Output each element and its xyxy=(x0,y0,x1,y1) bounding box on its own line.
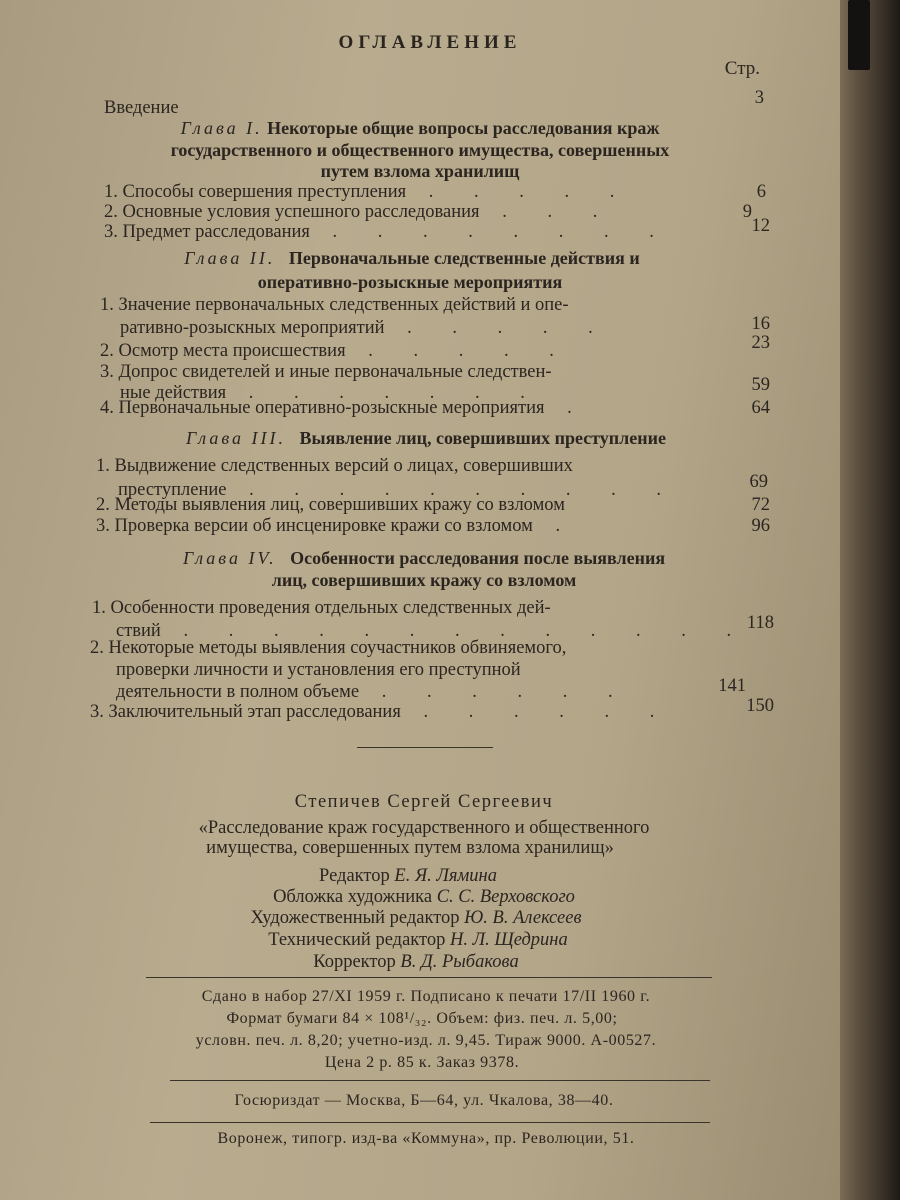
credit-name: В. Д. Рыбакова xyxy=(400,952,519,972)
credit-name: Н. Л. Щедрина xyxy=(450,930,568,950)
imprint-rule-middle xyxy=(170,1080,710,1081)
toc-entry: ствий . . . . . . . . . . . . . 118 xyxy=(116,613,774,641)
toc-entry xyxy=(100,362,770,382)
chapter-heading-4 xyxy=(0,548,840,569)
toc-entry-page: 64 xyxy=(751,398,770,418)
toc-entry-text: Основные условия успешного расследования xyxy=(122,202,480,222)
toc-entry xyxy=(90,638,774,658)
toc-entry-number: 2. xyxy=(96,495,110,515)
toc-entry: 1. Способы совершения преступления . . . . . 6 xyxy=(104,182,766,202)
toc-entry-text: Допрос свидетелей и иные первоначальные следствен- xyxy=(118,362,552,382)
credit-name: Ю. В. Алексеев xyxy=(464,908,582,928)
book-spine xyxy=(840,0,900,1200)
toc-entry: 3. Проверка версии об инсценировке кражи со взломом . 96 xyxy=(96,516,770,536)
credit-name: Е. Я. Лямина xyxy=(394,866,497,886)
separator-line xyxy=(357,747,493,748)
toc-entry-text: Заключительный этап расследования xyxy=(108,702,401,722)
toc-entry-page: 23 xyxy=(751,333,770,353)
credit-proofreader xyxy=(0,952,840,973)
publisher-line: Госюриздат — Москва, Б—64, ул. Чкалова, 38—40. xyxy=(234,1092,614,1109)
toc-entry-page: 9 xyxy=(742,202,752,222)
toc-entry-number: 2. xyxy=(90,638,104,658)
print-info-line: Сдано в набор 27/XI 1959 г. Подписано к печати 17/II 1960 г. xyxy=(201,988,651,1005)
toc-entry-page: 12 xyxy=(751,216,770,236)
chapter-label: Глава III. xyxy=(186,428,287,448)
toc-entry-page: 6 xyxy=(756,182,766,202)
toc-entry-text: Выдвижение следственных версий о лицах, совершивших xyxy=(114,456,573,476)
chapter-heading-2 xyxy=(0,248,840,269)
imprint-rule-top xyxy=(146,977,712,978)
toc-entry-text: Способы совершения преступления xyxy=(122,182,407,202)
toc-entry-page: 150 xyxy=(746,696,774,716)
toc-entry-page: 72 xyxy=(751,495,770,515)
chapter-heading-1 xyxy=(0,118,840,139)
toc-entry xyxy=(90,660,774,680)
toc-entry-number: 1. xyxy=(96,456,110,476)
toc-entry-number: 3. xyxy=(90,702,104,722)
chapter-title-line: Особенности расследования после выявления xyxy=(290,548,666,568)
credit-cover xyxy=(0,887,840,908)
toc-entry-text: ративно-розыскных мероприятий xyxy=(120,318,385,338)
chapter-title-line: Выявление лиц, совершивших преступление xyxy=(299,428,666,448)
chapter-title-line: государственного и общественного имущества, совершенных xyxy=(170,140,670,160)
chapter-title-line: лиц, совершивших кражу со взломом xyxy=(271,570,577,590)
book-title-line: имущества, совершенных путем взлома хранилищ» xyxy=(206,838,614,858)
toc-entry-text: Первоначальные оперативно-розыскные мероприятия xyxy=(118,398,545,418)
toc-entry-text: Особенности проведения отдельных следственных дей- xyxy=(110,598,551,618)
credit-label: Художественный редактор xyxy=(250,908,460,928)
credit-editor xyxy=(0,866,838,887)
toc-entry-text: Значение первоначальных следственных действий и опе- xyxy=(118,295,569,315)
credit-label: Технический редактор xyxy=(268,930,446,950)
toc-entry: ные действия . . . . . . . 59 xyxy=(120,375,770,403)
toc-entry-text: Проверка версии об инсценировке кражи со взломом xyxy=(114,516,533,536)
toc-entry xyxy=(100,295,770,315)
toc-entry-page: 3 xyxy=(754,88,764,108)
toc-entry: 3. Предмет расследования . . . . . . . . 12 xyxy=(104,216,770,242)
chapter-label: Глава I. xyxy=(180,118,263,138)
credit-label: Редактор xyxy=(319,866,390,886)
chapter-label: Глава II. xyxy=(184,248,276,268)
toc-entry-number: 3. xyxy=(104,222,118,242)
toc-entry-text: Методы выявления лиц, совершивших кражу со взломом xyxy=(114,495,565,515)
toc-entry-text: ные действия xyxy=(120,383,227,403)
print-info-line: Формат бумаги 84 × 108¹/₃₂. Объем: физ. печ. л. 5,00; xyxy=(226,1010,618,1027)
toc-entry-text: преступление xyxy=(118,480,227,500)
toc-entry-number: 3. xyxy=(100,362,114,382)
toc-entry: 4. Первоначальные оперативно-розыскные мероприятия . 64 xyxy=(100,398,770,418)
toc-entry-number: 1. xyxy=(92,598,106,618)
chapter-title-line: оперативно-розыскные мероприятия xyxy=(257,272,563,292)
imprint-rule-bottom xyxy=(150,1122,710,1123)
print-info-line: условн. печ. л. 8,20; учетно-изд. л. 9,45. Тираж 9000. А-00527. xyxy=(195,1032,657,1049)
toc-entry-page: 69 xyxy=(749,472,768,492)
toc-entry-text: Некоторые методы выявления соучастников обвиняемого, xyxy=(108,638,567,658)
credit-name: С. С. Верховского xyxy=(436,887,575,907)
toc-entry: преступление . . . . . . . . . . 69 xyxy=(118,472,768,500)
toc-entry: 2. Осмотр места происшествия . . . . . 23 xyxy=(100,333,770,361)
toc-entry-number: 2. xyxy=(100,341,114,361)
toc-entry-page: 16 xyxy=(751,314,770,334)
toc-entry xyxy=(96,456,768,476)
toc-entry: деятельности в полном объеме . . . . . . 141 xyxy=(116,676,746,702)
toc-entry: ративно-розыскных мероприятий . . . . . 16 xyxy=(120,314,770,338)
toc-entry-intro xyxy=(104,88,764,118)
toc-entry-text: Предмет расследования xyxy=(122,222,310,242)
credit-label: Корректор xyxy=(313,952,396,972)
toc-entry-page: 118 xyxy=(746,613,774,633)
toc-entry xyxy=(92,598,774,618)
chapter-title-line: Первоначальные следственные действия и xyxy=(288,248,640,268)
toc-entry-text: деятельности в полном объеме xyxy=(116,682,360,702)
toc-entry: 3. Заключительный этап расследования . . . . . . 150 xyxy=(90,696,774,722)
credit-art-editor xyxy=(0,908,840,929)
toc-entry-text: Осмотр места происшествия xyxy=(118,341,346,361)
print-info-line: Цена 2 р. 85 к. Заказ 9378. xyxy=(324,1054,520,1071)
toc-title: ОГЛАВЛЕНИЕ xyxy=(338,32,522,53)
toc-entry-page: 96 xyxy=(751,516,770,536)
toc-entry-number: 2. xyxy=(104,202,118,222)
toc-entry xyxy=(96,495,770,515)
toc-entry-number: 3. xyxy=(96,516,110,536)
credit-tech-editor xyxy=(0,930,840,951)
toc-entry-page: 141 xyxy=(718,676,746,696)
chapter-title-line: Некоторые общие вопросы расследования краж xyxy=(267,118,660,138)
author-name: Степичев Сергей Сергеевич xyxy=(294,792,554,812)
toc-entry: 2. Основные условия успешного расследования . . . 9 xyxy=(104,202,752,222)
chapter-heading-3 xyxy=(0,428,840,449)
spine-band xyxy=(848,0,870,70)
toc-entry-number: 1. xyxy=(104,182,118,202)
chapter-title-line: путем взлома хранилищ xyxy=(320,161,520,181)
toc-entry-number: 4. xyxy=(100,398,114,418)
toc-entry-text: проверки личности и установления его преступной xyxy=(116,660,521,680)
toc-entry-text: Введение xyxy=(104,98,179,118)
book-title-line: «Расследование краж государственного и общественного xyxy=(198,818,650,838)
toc-entry-text: ствий xyxy=(116,621,161,641)
printer-line: Воронеж, типогр. изд-ва «Коммуна», пр. Революции, 51. xyxy=(217,1130,635,1147)
page-column-label: Стр. xyxy=(724,58,760,79)
toc-entry-number: 1. xyxy=(100,295,114,315)
credit-label: Обложка художника xyxy=(273,887,433,907)
toc-entry-page: 59 xyxy=(751,375,770,395)
chapter-label: Глава IV. xyxy=(182,548,277,568)
